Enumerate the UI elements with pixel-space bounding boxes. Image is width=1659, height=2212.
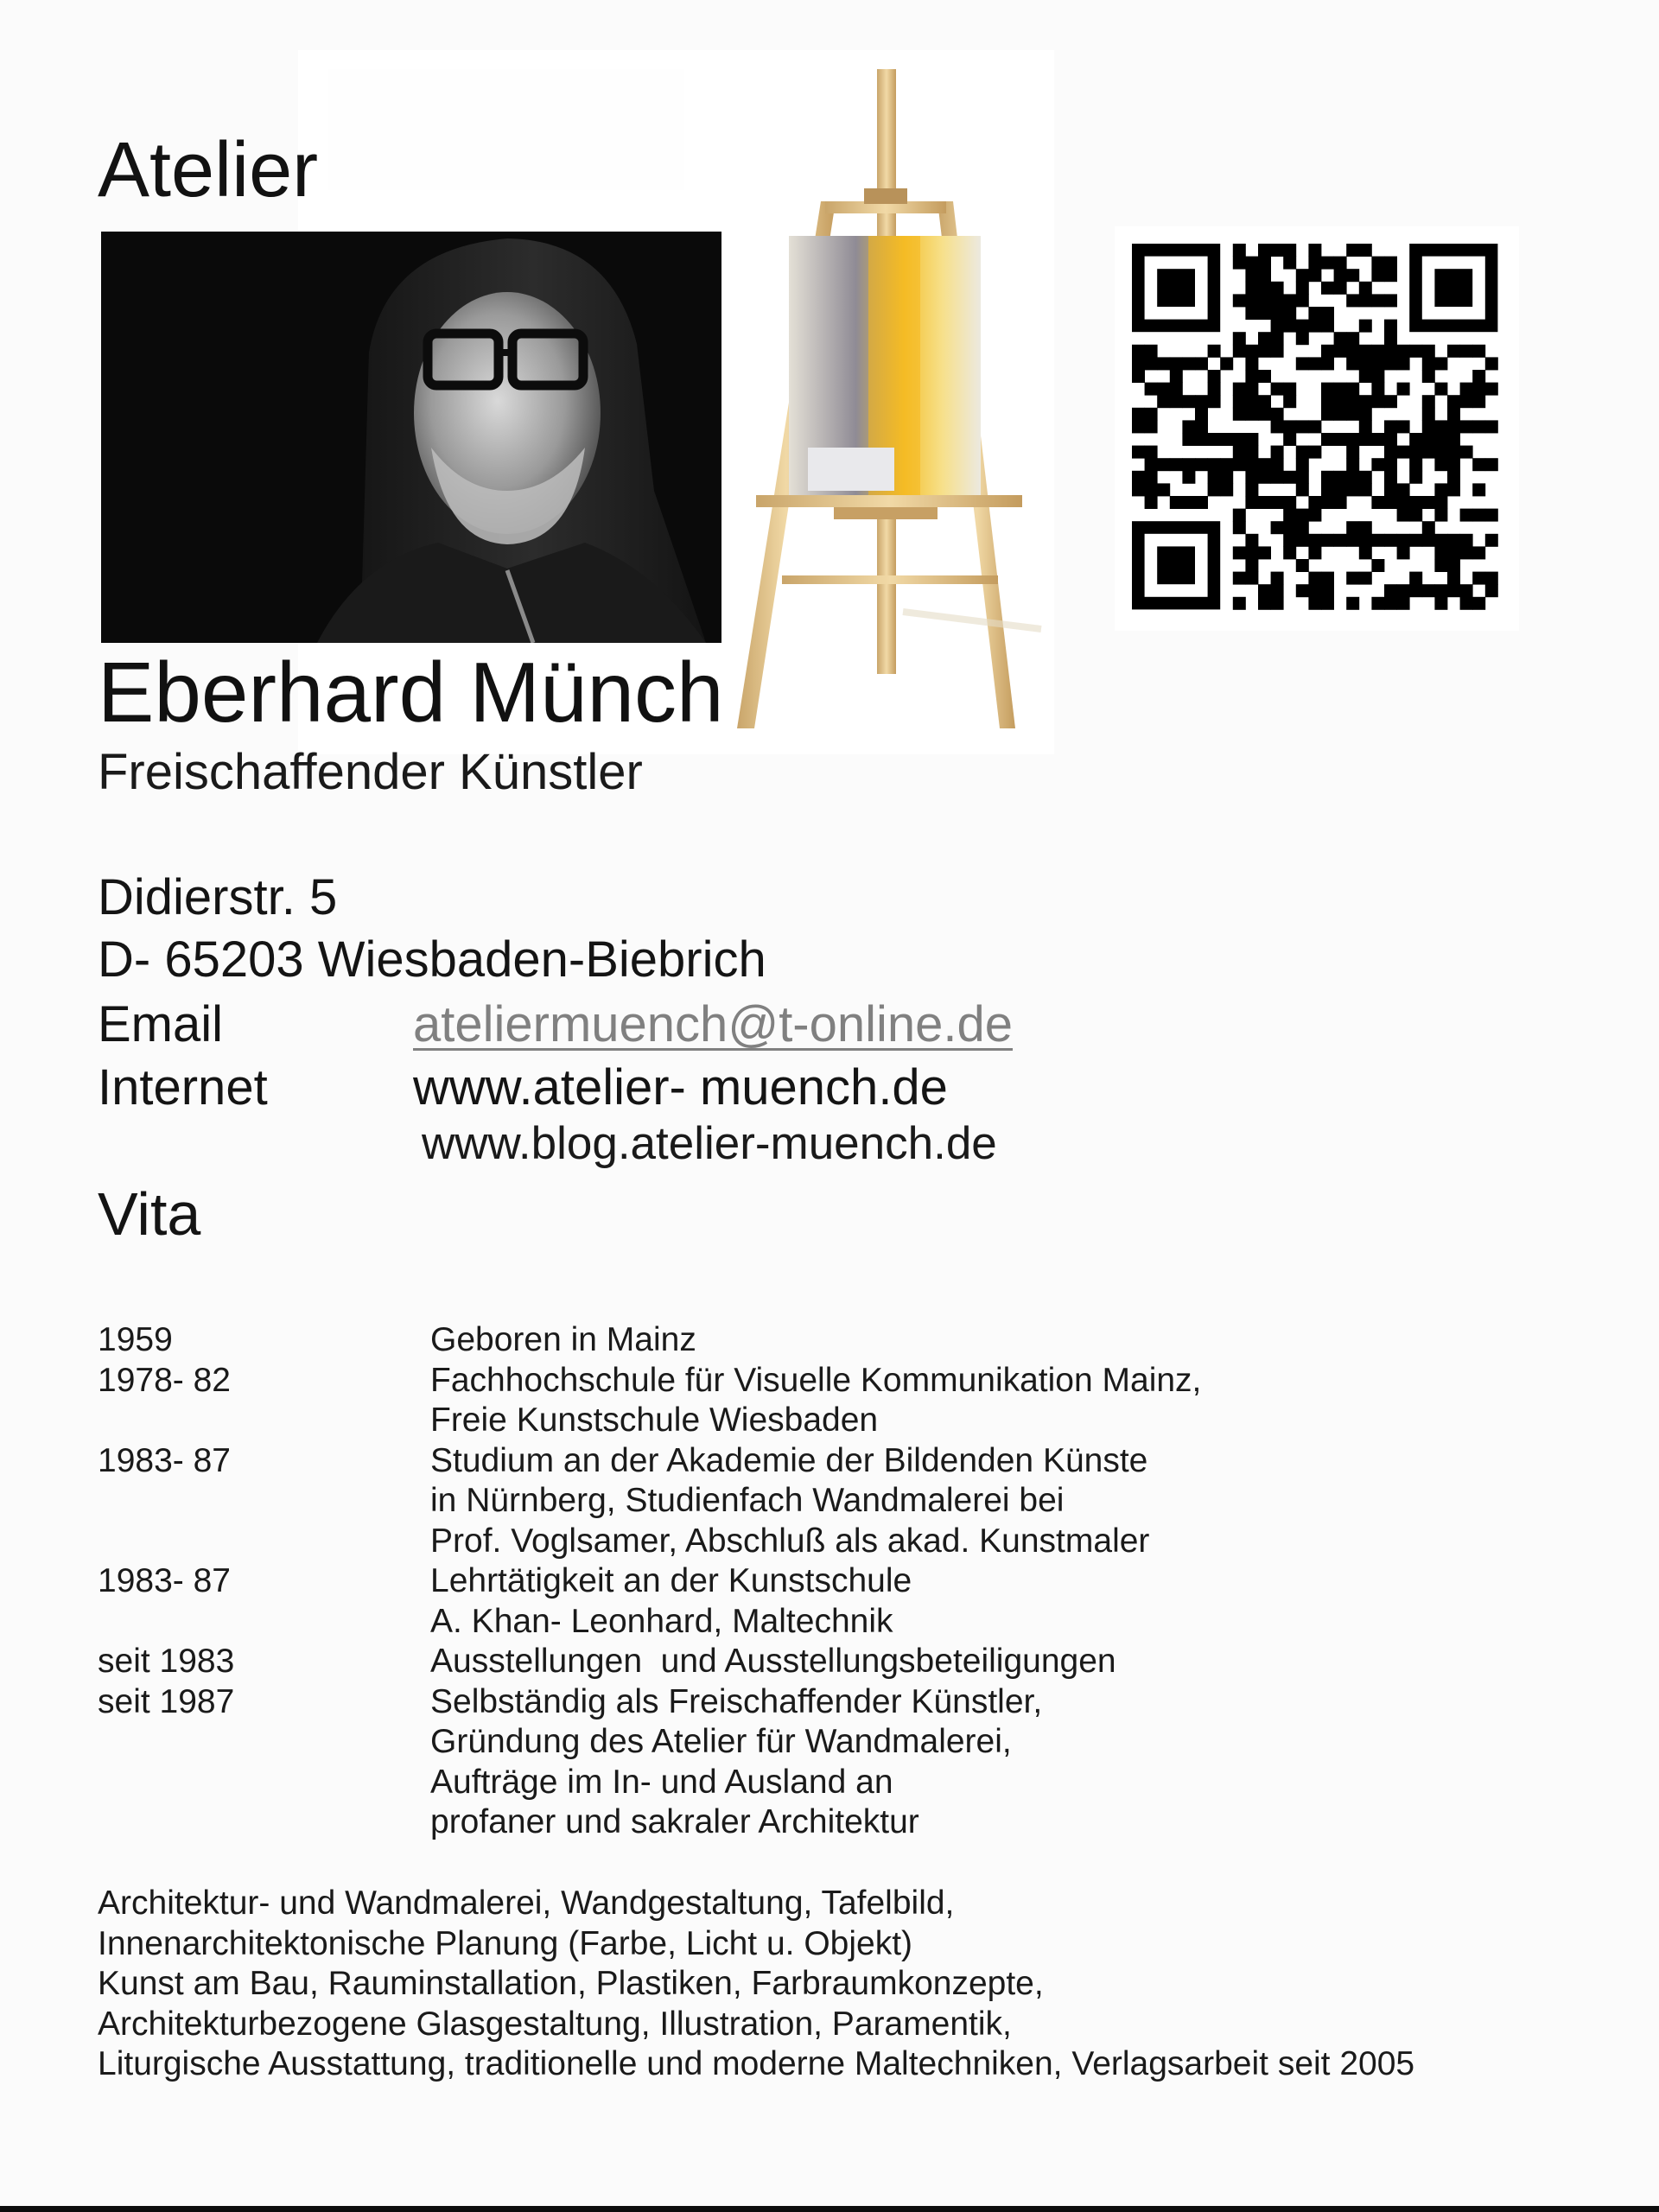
email-link[interactable]: ateliermuench@t-online.de <box>413 996 1014 1052</box>
vita-line: Aufträge im In- und Ausland an <box>430 1763 893 1801</box>
address-city: D- 65203 Wiesbaden-Biebrich <box>98 931 766 988</box>
vita-year: 1983- 87 <box>98 1562 231 1599</box>
vita-year: 1983- 87 <box>98 1441 231 1479</box>
vita-line: Freie Kunstschule Wiesbaden <box>430 1402 879 1439</box>
vita-year: 1959 <box>98 1321 173 1358</box>
vita-entry <box>98 1561 1394 1642</box>
qr-code[interactable] <box>1115 226 1519 631</box>
vita-heading: Vita <box>98 1180 201 1248</box>
skills-line: Architekturbezogene Glasgestaltung, Illustration, Paramentik, <box>98 2005 1012 2043</box>
skills-line: Innenarchitektonische Planung (Farbe, Licht u. Objekt) <box>98 1924 913 1962</box>
vita-line: profaner und sakraler Architektur <box>430 1803 919 1840</box>
vita-text <box>430 1561 912 1642</box>
website-link[interactable]: www.atelier- muench.de <box>413 1059 948 1116</box>
vita-text <box>430 1320 696 1361</box>
vita-text <box>430 1682 1042 1843</box>
vita-entry <box>98 1642 1394 1682</box>
easel-with-painting <box>730 59 1058 741</box>
address-street: Didierstr. 5 <box>98 869 338 925</box>
vita-line: Geboren in Mainz <box>430 1321 696 1358</box>
vita-line: Selbständig als Freischaffender Künstler, <box>430 1682 1043 1720</box>
vita-year: 1978- 82 <box>98 1361 231 1399</box>
blog-link[interactable]: www.blog.atelier-muench.de <box>422 1118 997 1169</box>
image-backdrop-top <box>328 69 684 190</box>
vita-entry <box>98 1682 1394 1843</box>
internet-label: Internet <box>98 1059 268 1116</box>
vita-text <box>430 1642 1116 1682</box>
skills-line: Liturgische Ausstattung, traditionelle und moderne Maltechniken, Verlagsarbeit seit 2005 <box>98 2045 1415 2082</box>
skills-line: Architektur- und Wandmalerei, Wandgestaltung, Tafelbild, <box>98 1885 955 1922</box>
skills-line: Kunst am Bau, Rauminstallation, Plastiken, Farbraumkonzepte, <box>98 1965 1044 2002</box>
page-title: Atelier <box>98 127 319 213</box>
portrait-photo <box>101 232 721 643</box>
vita-line: Fachhochschule für Visuelle Kommunikation Mainz, <box>430 1361 1202 1399</box>
vita-table <box>98 1320 1394 1843</box>
vita-text <box>430 1441 1149 1562</box>
vita-line: Prof. Voglsamer, Abschluß als akad. Kunstmaler <box>430 1522 1150 1560</box>
vita-entry <box>98 1320 1394 1361</box>
vita-line: in Nürnberg, Studienfach Wandmalerei bei <box>430 1482 1065 1519</box>
vita-text <box>430 1361 1201 1441</box>
bottom-divider <box>0 2206 1659 2212</box>
vita-entry <box>98 1441 1394 1562</box>
vita-year: seit 1987 <box>98 1682 235 1720</box>
vita-line: A. Khan- Leonhard, Maltechnik <box>430 1602 893 1640</box>
vita-entry <box>98 1361 1394 1441</box>
email-label: Email <box>98 996 224 1052</box>
skills-paragraph <box>98 1884 1414 2085</box>
vita-line: Studium an der Akademie der Bildenden Künste <box>430 1441 1148 1479</box>
vita-line: Lehrtätigkeit an der Kunstschule <box>430 1562 912 1599</box>
vita-year: seit 1983 <box>98 1643 235 1680</box>
artist-subtitle: Freischaffender Künstler <box>98 744 643 800</box>
vita-line: Ausstellungen und Ausstellungsbeteiligungen <box>430 1643 1116 1680</box>
vita-line: Gründung des Atelier für Wandmalerei, <box>430 1723 1012 1760</box>
artist-name: Eberhard Münch <box>98 645 724 740</box>
